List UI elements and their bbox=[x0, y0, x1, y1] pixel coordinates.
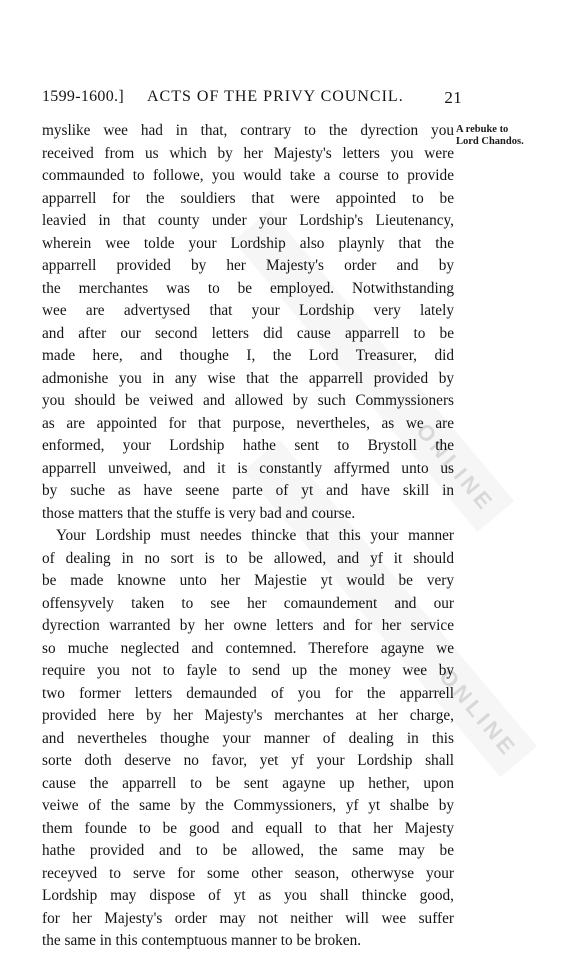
text-line: receyved to serve for some other season, otherwyse your bbox=[42, 864, 454, 882]
text-line: cause the apparrell to be sent agayne up hether, upon bbox=[42, 774, 454, 792]
text-line: veiwe of the same by the Commyssioners, yf yt shalbe by bbox=[42, 797, 454, 814]
text-line: made here, and thoughe I, the Lord Treasurer, did bbox=[42, 347, 454, 364]
text-line: sorte doth deserve no favor, yet yf your Lordship shall bbox=[42, 752, 454, 769]
text-line: hathe provided and to be allowed, the same may be bbox=[42, 842, 454, 859]
text-line: the same in this contemptuous manner to be broken. bbox=[42, 932, 362, 949]
text-line: as are appointed for that purpose, nevertheles, as we are bbox=[42, 414, 454, 432]
text-line: of dealing in no sort is to be allowed, and yf it should bbox=[42, 549, 454, 567]
page-title: ACTS OF THE PRIVY COUNCIL. bbox=[147, 88, 404, 105]
text-line: two former letters demaunded of you for the apparrell bbox=[42, 684, 454, 702]
watermark: ONLINE bbox=[243, 440, 537, 777]
page-number: 21 bbox=[444, 88, 462, 107]
text-line: leavied in that county under your Lordship's Lieutenancy, bbox=[42, 212, 454, 229]
text-line: commaunded to followe, you would take a course to provide bbox=[42, 167, 454, 184]
text-line: myslike wee had in that, contrary to the dyrection you bbox=[42, 122, 454, 139]
marginal-note bbox=[456, 124, 560, 148]
text-line: by suche as have seene parte of yt and have skill in bbox=[42, 482, 454, 499]
text-line: enformed, your Lordship hathe sent to Brystoll the bbox=[42, 437, 454, 454]
text-line: Lordship may dispose of yt as you shall thincke good, bbox=[42, 887, 454, 904]
text-line: and nevertheles thoughe your manner of dealing in this bbox=[42, 729, 454, 747]
text-line: wherein wee tolde your Lordship also playnly that the bbox=[42, 234, 454, 252]
text-line: you should be veiwed and allowed by such Commyssioners bbox=[42, 392, 454, 409]
marginal-note-line: A rebuke to bbox=[456, 124, 509, 135]
text-line: apparrell unveiwed, and it is constantly affyrmed unto us bbox=[42, 459, 454, 477]
date-range: 1599-1600.] bbox=[42, 88, 124, 105]
text-line: be made knowne unto her Majestie yt would be very bbox=[42, 572, 454, 589]
text-line: those matters that the stuffe is very bad and course. bbox=[42, 504, 356, 522]
running-head bbox=[42, 88, 462, 110]
text-line: received from us which by her Majesty's letters you were bbox=[42, 144, 454, 162]
text-line: for her Majesty's order may not neither will wee suffer bbox=[42, 909, 454, 927]
text-line: wee are advertysed that your Lordship very lately bbox=[42, 302, 454, 319]
text-line: admonishe you in any wise that the apparrell provided by bbox=[42, 369, 454, 387]
watermark: ONLINE bbox=[233, 210, 514, 532]
paragraph-1 bbox=[42, 120, 454, 525]
body-text bbox=[42, 120, 454, 953]
marginal-note-line: Lord Chandos. bbox=[456, 136, 524, 147]
text-line: Your Lordship must needes thincke that this your manner bbox=[56, 527, 454, 544]
text-line: apparrell for the souldiers that were appointed to be bbox=[42, 189, 454, 207]
text-line: require you not to fayle to send up the money wee by bbox=[42, 662, 454, 679]
text-line: so muche neglected and contemned. Therefore agayne we bbox=[42, 639, 454, 657]
text-line: them founde to be good and equall to that her Majesty bbox=[42, 819, 454, 837]
text-line: apparrell provided by her Majesty's order and by bbox=[42, 257, 454, 274]
text-line: the merchantes was to be employed. Notwithstanding bbox=[42, 279, 454, 297]
text-line: offensyvely taken to see her comaundement and our bbox=[42, 594, 454, 612]
text-line: provided here by her Majesty's merchantes at her charge, bbox=[42, 707, 454, 724]
text-line: and after our second letters did cause apparrell to be bbox=[42, 324, 454, 342]
text-line: dyrection warranted by her owne letters and for her service bbox=[42, 617, 454, 634]
paragraph-2 bbox=[42, 525, 454, 953]
